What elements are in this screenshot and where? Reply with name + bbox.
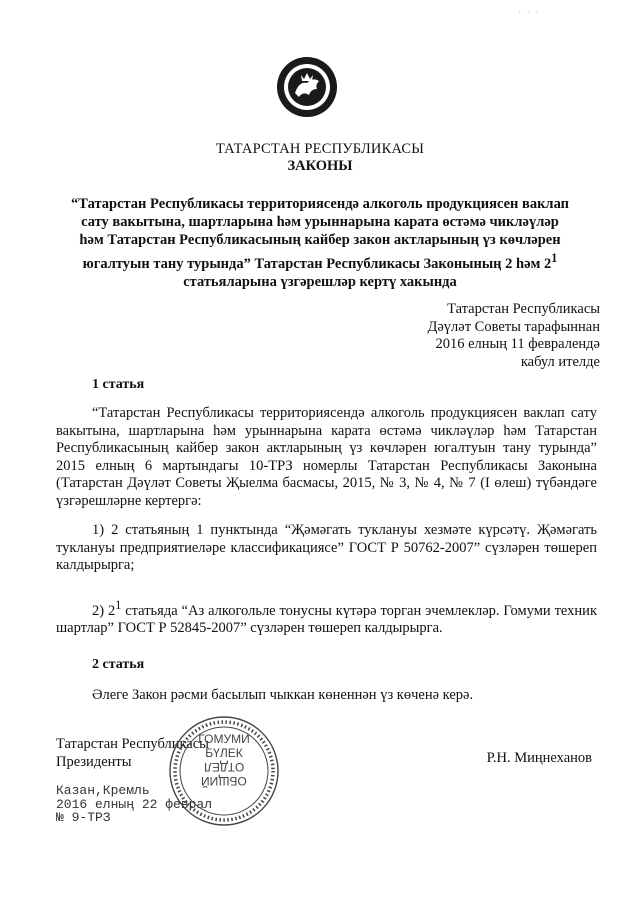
signatory-name: Р.Н. Миңнеханов [486, 750, 592, 766]
article-1-intro: “Татарстан Республикасы территориясендә алкоголь продукциясен ваклап сату вакытына, шартларына һәм урыннарына карата өстәмә чикләүләр һәм Татарстан Республикасының кайбер закон актларының үз көчләрен югалтуын тану турында” 2015 елның 6 мартындагы 10-ТРЗ номерлы Татарстан Республикасы Законына (Татарстан Дәүләт Советы Җыелма басмасы, 2015, № 3, № 4, № 7 (I өлеш) түбәндәге үзгәрешләрне кертергә: [56, 405, 597, 509]
law-title-tail: статьяларына үзгәрешләр кертү хакында [183, 273, 457, 290]
article-1-heading: 1 статья [92, 377, 145, 392]
stamp-line: ГОМУМИ [198, 732, 250, 746]
adoption-line: 2016 елның 11 февралендә [435, 336, 600, 352]
item-2-sup: 1 [115, 598, 122, 612]
stamp-line-flipped: ОБЩИЙ [201, 774, 247, 788]
signatory-line: Татарстан Республикасы [56, 736, 209, 752]
adoption-line: Дәүләт Советы тарафыннан [427, 318, 600, 335]
stamp-line: БҮЛЕК [205, 746, 243, 760]
article-2-heading: 2 статья [92, 657, 145, 672]
imprint-date: 2016 елның 22 феврал [56, 796, 213, 812]
document-type: ЗАКОНЫ [287, 158, 353, 174]
stamp-line-flipped: ОТДЕЛ [203, 760, 245, 774]
scan-mark: · · · [518, 8, 541, 17]
article-1-item-2 [56, 597, 597, 638]
law-title-main: “Татарстан Республикасы территориясендә алкоголь продукциясен ваклап сату вакытына, шартларына һәм урыннарына карата өстәмә чикләүләр һәм Татарстан Республикасының кайбер закон актларының үз көчләрен югалтуын тану турында” Татарстан Республикасы Законының 2 һәм 2 [71, 196, 569, 272]
imprint-number: № 9-ТРЗ [56, 810, 111, 825]
republic-heading: ТАТАРСТАН РЕСПУБЛИКАСЫ [215, 141, 425, 157]
law-title [70, 195, 570, 291]
item-2-text: статьяда “Аз алкогольле тонусны күтәрә торган эчемлекләр. Гомуми техник шартлар” ГОСТ Р 52845-2007” сүзләрен төшереп калдырырга. [56, 602, 597, 637]
adoption-block [427, 301, 600, 371]
law-title-sup: 1 [551, 251, 558, 265]
article-2-text: Әлеге Закон рәсми басылып чыккан көненнән үз көченә керә. [92, 687, 474, 703]
imprint-place: Казан,Кремль [56, 783, 150, 798]
stamp-text [193, 732, 255, 788]
article-1-item-1: 1) 2 статьяның 1 пунктында “Җәмәгать туклануы хезмәте күрсәтү. Җәмәгать туклануы предприятиеләре классификациясе” ГОСТ Р 50762-2007” сүзләрен төшереп калдырырга; [56, 522, 597, 573]
tatarstan-emblem-icon [275, 55, 339, 119]
item-2-prefix: 2) 2 [92, 602, 116, 619]
adoption-line: Татарстан Республикасы [447, 301, 600, 317]
adoption-line: кабул ителде [520, 353, 600, 370]
signatory-line: Президенты [56, 754, 132, 770]
